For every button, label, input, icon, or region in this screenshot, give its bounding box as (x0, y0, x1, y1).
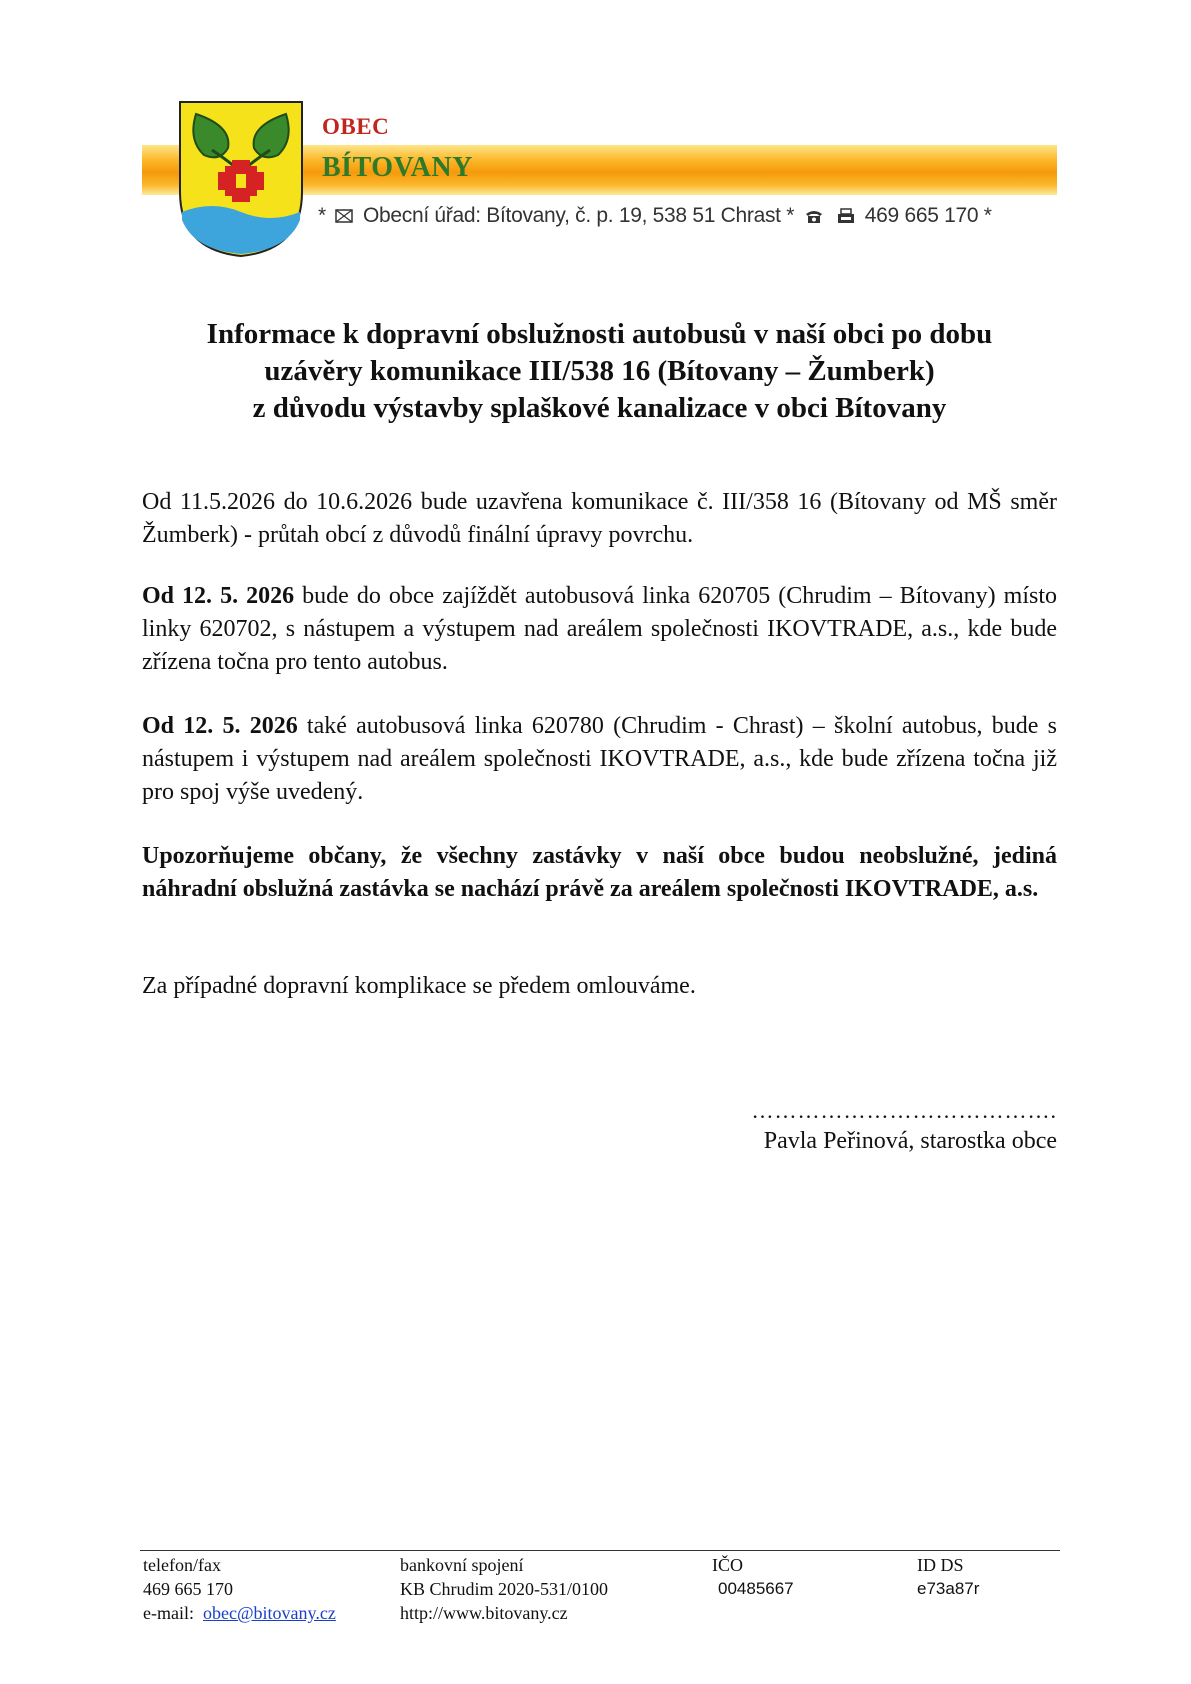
footer-ds-column (917, 1553, 979, 1601)
document-title (142, 316, 1057, 427)
footer-ds-label: ID DS (917, 1555, 964, 1575)
contact-address: Obecní úřad: Bítovany, č. p. 19, 538 51 Chrast (362, 204, 781, 227)
footer-ico-column (712, 1553, 794, 1601)
contact-phone: 469 665 170 (864, 204, 979, 227)
signature-line: …………………………………. (751, 1098, 1057, 1123)
paragraph-apology: Za případné dopravní komplikace se předem omlouváme. (142, 973, 696, 999)
footer-email-link[interactable]: obec@bitovany.cz (202, 1603, 336, 1623)
footer-bank-label: bankovní spojení (400, 1555, 524, 1575)
p2-date: Od 12. 5. 2026 (142, 583, 295, 609)
paragraph-bus-line-620705 (142, 580, 1057, 679)
footer-ico-label: IČO (712, 1555, 743, 1575)
p3-date: Od 12. 5. 2026 (142, 713, 298, 739)
contact-prefix: * (318, 204, 326, 227)
municipality-name: BÍTOVANY (322, 152, 473, 183)
contact-separator: * (786, 204, 795, 227)
footer-email-label: e-mail: (143, 1603, 194, 1623)
title-line-1: Informace k dopravní obslužnosti autobusů v naší obci po dobu (206, 318, 993, 350)
paragraph-bus-line-620780 (142, 710, 1057, 809)
p2-text: bude do obce zajíždět autobusová linka 620705 (Chrudim – Bítovany) místo linky 620702, s nástupem a výstupem nad areálem společnosti IKOVTRADE, a.s., kde bude zřízena točna pro tento autobus. (142, 583, 1058, 675)
title-line-2: uzávěry komunikace III/538 16 (Bítovany – Žumberk) (264, 355, 935, 387)
contact-suffix: * (983, 204, 992, 227)
obec-label: OBEC (322, 114, 390, 139)
footer-ico: 00485667 (718, 1579, 794, 1598)
footer-website[interactable]: http://www.bitovany.cz (400, 1603, 568, 1623)
signature-name: Pavla Peřinová, starostka obce (763, 1128, 1057, 1154)
footer-bank-column (400, 1553, 608, 1625)
fax-icon (837, 208, 855, 224)
p3-text: také autobusová linka 620780 (Chrudim - Chrast) – školní autobus, bude s nástupem i výstupem nad areálem společnosti IKOVTRADE, a.s., kde bude zřízena točna již pro spoj výše uvedený. (142, 713, 1058, 805)
footer-contact-column (143, 1553, 336, 1625)
telephone-icon (804, 208, 824, 224)
footer-phone: 469 665 170 (143, 1579, 233, 1599)
footer-bank-account: KB Chrudim 2020-531/0100 (400, 1579, 609, 1599)
header-contact-line (318, 204, 992, 228)
footer-phone-label: telefon/fax (143, 1555, 221, 1575)
title-line-3: z důvodu výstavby splaškové kanalizace v obci Bítovany (252, 392, 947, 424)
paragraph-stop-warning: Upozorňujeme občany, že všechny zastávky v naší obce budou neobslužné, jediná náhradní obslužná zastávka se nachází právě za areálem společnosti IKOVTRADE, a.s. (142, 843, 1057, 902)
footer-divider (140, 1550, 1060, 1551)
municipal-crest-logo (178, 100, 304, 258)
envelope-icon (335, 209, 353, 223)
paragraph-closure-dates: Od 11.5.2026 do 10.6.2026 bude uzavřena komunikace č. III/358 16 (Bítovany od MŠ směr Žumberk) - průtah obcí z důvodů finální úpravy povrchu. (142, 489, 1057, 548)
footer-ds: e73a87r (917, 1579, 980, 1598)
